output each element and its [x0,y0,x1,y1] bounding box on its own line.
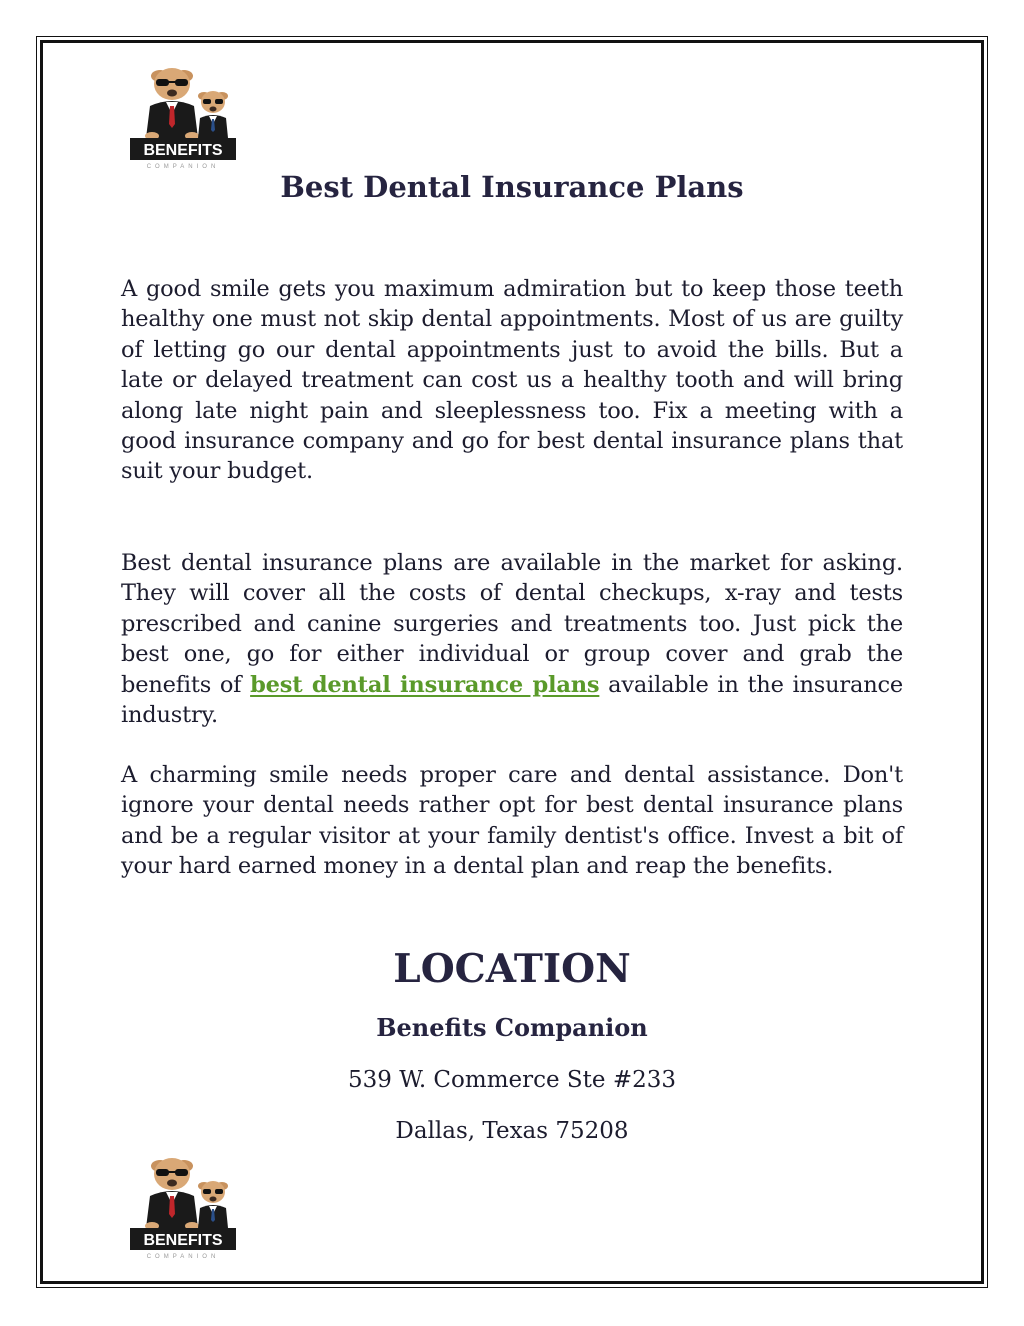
small-dog-icon [198,91,228,138]
paragraph-coverage-text-after: available in the insurance industry. [121,671,903,729]
city-address: Dallas, Texas 75208 [395,1118,629,1144]
street-address: 539 W. Commerce Ste #233 [347,1067,677,1093]
logo-text: BENEFITS [143,142,223,159]
paragraph-intro: A good smile gets you maximum admiration but to keep those teeth healthy one must not skip dental appointments. Most of us are guilty of letting go our dental appointments just to avoid the bills. But a late or delayed treatment can cost us a healthy tooth and will bring along late night pain and sleeplessness too. Fix a meeting with a good insurance company and go for best dental insurance plans that suit your budget. [121,276,903,485]
page-title: Best Dental Insurance Plans [280,170,744,204]
big-dog-icon [145,68,199,140]
business-name: Benefits Companion [376,1013,648,1042]
benefits-companion-logo-footer [128,1152,238,1262]
paragraph-coverage [121,548,903,730]
best-dental-insurance-plans-link[interactable]: best dental insurance plans [250,671,600,698]
logo-text: BENEFITS [143,1232,223,1249]
small-dog-icon [198,1181,228,1228]
paragraph-coverage-text-before: Best dental insurance plans are available in the market for asking. They will cover all the costs of dental checkups, x-ray and tests prescribed and canine surgeries and treatments too. Just pick the best one, go for either individual or group cover and grab the benefits of [121,550,903,698]
logo-subtext: COMPANION [146,1254,220,1260]
paragraph-closing: A charming smile needs proper care and dental assistance. Don't ignore your dental needs rather opt for best dental insurance plans and be a regular visitor at your family dentist's office. Invest a bit of your hard earned money in a dental plan and reap the benefits. [121,762,903,880]
big-dog-icon [145,1158,199,1230]
logo-subtext: COMPANION [146,164,220,170]
benefits-companion-logo [128,62,238,172]
location-heading: LOCATION [393,946,631,992]
